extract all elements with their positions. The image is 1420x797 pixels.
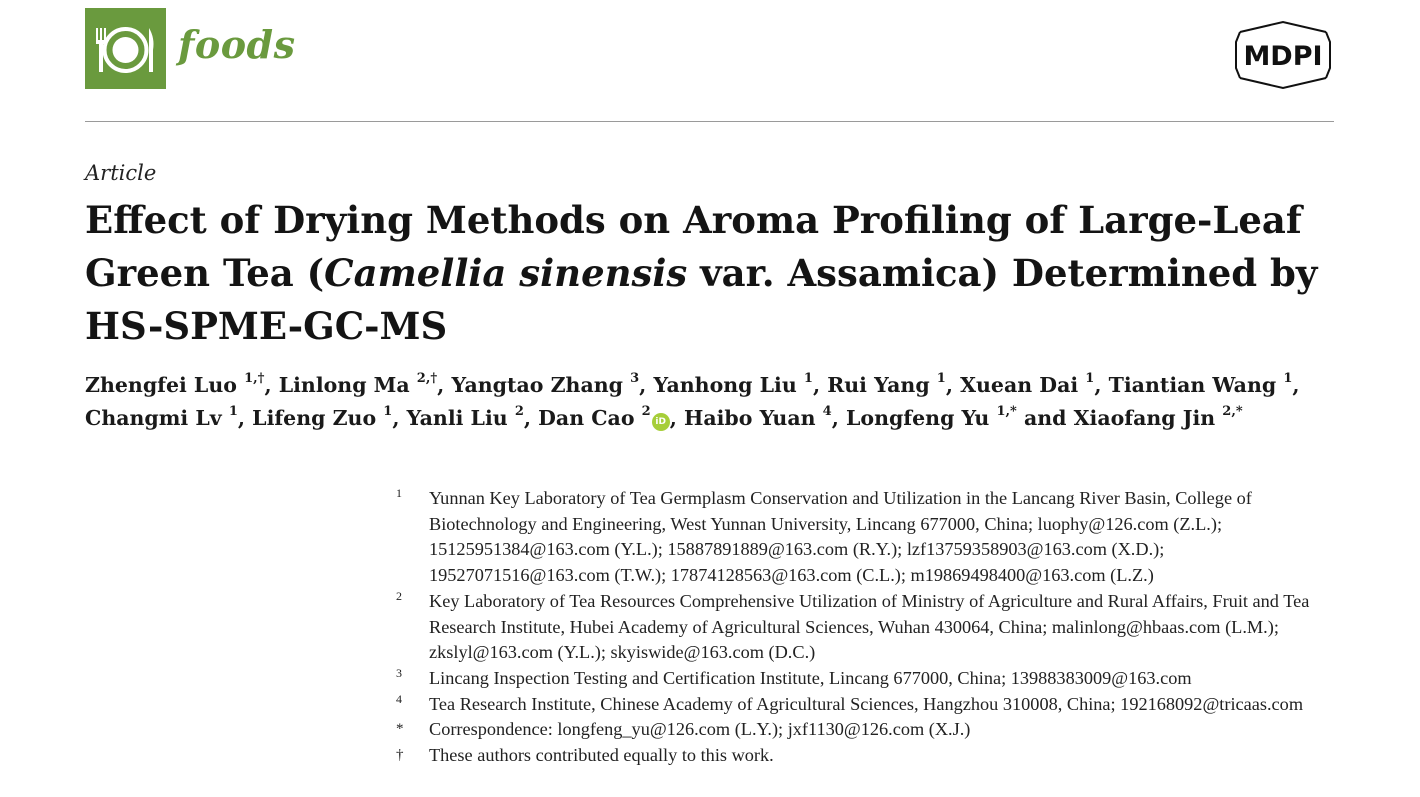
journal-logo [85, 8, 166, 89]
affiliation-item [394, 692, 1344, 718]
affiliation-item [394, 666, 1344, 692]
author[interactable]: Xiaofang Jin $^{2,*}$ [1073, 404, 1243, 430]
affiliation-text: Key Laboratory of Tea Resources Comprehensive Utilization of Ministry of Agriculture and Rural Affairs, Fruit and Tea Research Institute, Hubei Academy of Agricultural Sciences, Wuhan 430064, China; malinlong@hbaas.com (L.M.); zkslyl@163.com (Y.L.); skyiswide@163.com (D.C.) [429, 590, 1310, 663]
equal-contribution-text: These authors contributed equally to this work. [429, 745, 774, 766]
equal-contribution-note [394, 743, 1344, 769]
author[interactable]: Yanli Liu $^2$ [406, 404, 524, 430]
affiliation-mark: † [396, 747, 404, 764]
orcid-icon[interactable]: iD [652, 413, 670, 431]
author[interactable]: Changmi Lv $^1$ [85, 404, 238, 430]
author[interactable]: Lifeng Zuo $^1$ [252, 404, 393, 430]
affiliation-text: Lincang Inspection Testing and Certification Institute, Lincang 677000, China; 13988383009@163.com [429, 667, 1192, 688]
author[interactable]: Rui Yang $^1$ [827, 371, 946, 397]
mdpi-logo-text: MDPI [1243, 41, 1323, 72]
affiliation-text: Tea Research Institute, Chinese Academy of Agricultural Sciences, Hangzhou 310008, China; 192168092@tricaas.com [429, 693, 1304, 714]
affiliation-mark: 3 [396, 665, 402, 680]
author[interactable]: Tiantian Wang $^1$ [1108, 371, 1293, 397]
affiliation-mark: * [396, 721, 404, 738]
author[interactable]: Xuean Dai $^1$ [960, 371, 1095, 397]
author[interactable]: Dan Cao $^2$iD [538, 406, 670, 430]
affiliation-item [394, 589, 1344, 666]
mdpi-logo [1228, 20, 1338, 94]
author[interactable]: Zhengfei Luo $^{1,\dagger}$ [85, 371, 265, 397]
journal-name: foods [178, 22, 296, 67]
title-species: Camellia sinensis [324, 251, 688, 295]
title-part1: Effect of Drying Methods on Aroma Profiling of Large-Leaf Green Tea ( [85, 198, 1302, 295]
affiliation-mark: 1 [396, 486, 402, 500]
author[interactable]: Longfeng Yu $^{1,*}$ [845, 404, 1017, 430]
affiliation-mark: 4 [396, 691, 402, 706]
author[interactable]: Haibo Yuan $^4$ [683, 404, 832, 430]
author[interactable]: Linlong Ma $^{2,\dagger}$ [278, 371, 438, 397]
correspondence-item [394, 717, 1344, 743]
author-list: Zhengfei Luo $^{1,\dagger}$, Linlong Ma $^{2,\dagger}$, Yangtao Zhang $^3$, Yanhong Liu $^1$, Rui Yang $^1$, Xuean Dai $^1$, Tiantian Wang $^1$, Changmi Lv $^1$, Lifeng Zuo $^1$, Yanli Liu $^2$, Dan Cao $^2$iD , Haibo Yuan $^4$, Longfeng Yu $^{1,*}$ and Xiaofang Jin $^{2,*}$ [85, 371, 1300, 430]
author[interactable]: Yangtao Zhang $^3$ [451, 371, 640, 397]
article-type: Article [85, 161, 157, 185]
title-part2: var. Assamica) Determined by HS-SPME-GC-MS [85, 251, 1318, 348]
affiliations [394, 486, 1344, 769]
header-divider [85, 121, 1334, 122]
affiliation-text: Yunnan Key Laboratory of Tea Germplasm Conservation and Utilization in the Lancang River Basin, College of Biotechnology and Engineering, West Yunnan University, Lincang 677000, China; luophy@126.com (Z.L.); 15125951384@163.com (Y.L.); 15887891889@163.com (R.Y.); lzf13759358903@163.com (X.D.); 19527071516@163.com (T.W.); 17874128563@163.com (C.L.); m19869498400@163.com (L.Z.) [429, 488, 1252, 586]
affiliation-item [394, 486, 1344, 589]
correspondence-text: Correspondence: longfeng_yu@126.com (L.Y.); jxf1130@126.com (X.J.) [429, 719, 971, 740]
article-title [85, 194, 1325, 353]
plate-fork-knife-icon [85, 8, 166, 89]
affiliation-mark: 2 [396, 588, 402, 603]
author[interactable]: Yanhong Liu $^1$ [653, 371, 813, 397]
